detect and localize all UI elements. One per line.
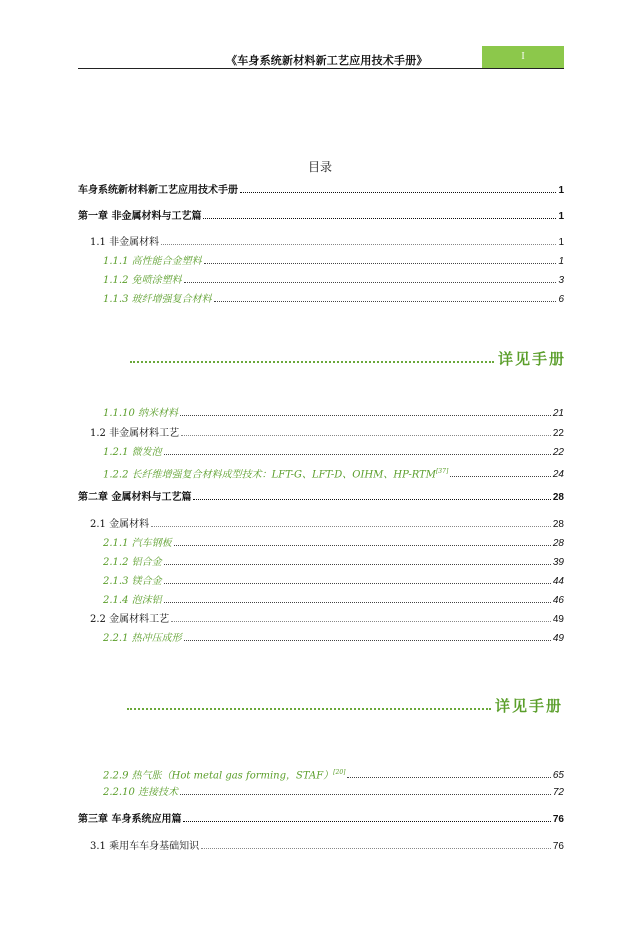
toc-entry-2-1-3[interactable]: 2.1.3 镁合金 44 (103, 576, 564, 587)
toc-entry-chapter-2[interactable]: 第二章 金属材料与工艺篇 28 (78, 492, 564, 503)
see-manual-link-2[interactable]: 详见手册 (127, 695, 563, 716)
toc-entry-2-2-9[interactable]: 2.2.9 热气胀（Hot metal gas forming，STAF）[20] 65 (103, 769, 564, 782)
page-header (78, 46, 564, 69)
toc-entry-book[interactable]: 车身系统新材料新工艺应用技术手册 1 (78, 185, 564, 196)
toc-entry-2-1-4[interactable]: 2.1.4 泡沫铝 46 (103, 595, 564, 606)
toc-entry-2-1[interactable]: 2.1 金属材料 28 (90, 519, 564, 530)
toc-entry-chapter-3[interactable]: 第三章 车身系统应用篇 76 (78, 814, 564, 825)
toc-entry-1-1-3[interactable]: 1.1.3 玻纤增强复合材料 6 (103, 294, 564, 305)
toc-entry-2-2[interactable]: 2.2 金属材料工艺 49 (90, 614, 564, 625)
toc-entry-1-1-2[interactable]: 1.1.2 免喷涂塑料 3 (103, 275, 564, 286)
see-manual-link-1[interactable]: 详见手册 (130, 348, 566, 369)
toc-entry-1-2[interactable]: 1.2 非金属材料工艺 22 (90, 428, 564, 439)
dotted-leader (130, 361, 494, 363)
toc-entry-1-1[interactable]: 1.1 非金属材料 1 (90, 237, 564, 248)
toc-entry-2-1-2[interactable]: 2.1.2 铝合金 39 (103, 557, 564, 568)
toc-title: 目录 (307, 160, 332, 174)
toc-entry-1-2-1[interactable]: 1.2.1 微发泡 22 (103, 447, 564, 458)
page-number-tab: I (482, 46, 564, 68)
toc-entry-2-2-10[interactable]: 2.2.10 连接技术 72 (103, 787, 564, 798)
toc-entry-2-2-1[interactable]: 2.2.1 热冲压成形 49 (103, 633, 564, 644)
toc-entry-2-1-1[interactable]: 2.1.1 汽车钢板 28 (103, 538, 564, 549)
toc-entry-1-2-2[interactable]: 1.2.2 长纤维增强复合材料成型技术：LFT-G、LFT-D、OIHM、HP-RTM[37] 24 (103, 468, 564, 481)
dotted-leader (127, 708, 491, 710)
header-title: 《车身系统新材料新工艺应用技术手册》 (226, 54, 428, 67)
toc-entry-1-1-10[interactable]: 1.1.10 纳米材料 21 (103, 408, 564, 419)
toc-entry-3-1[interactable]: 3.1 乘用车车身基础知识 76 (90, 841, 564, 852)
toc-entry-chapter-1[interactable]: 第一章 非金属材料与工艺篇 1 (78, 211, 564, 222)
toc-entry-1-1-1[interactable]: 1.1.1 高性能合金塑料 1 (103, 256, 564, 267)
